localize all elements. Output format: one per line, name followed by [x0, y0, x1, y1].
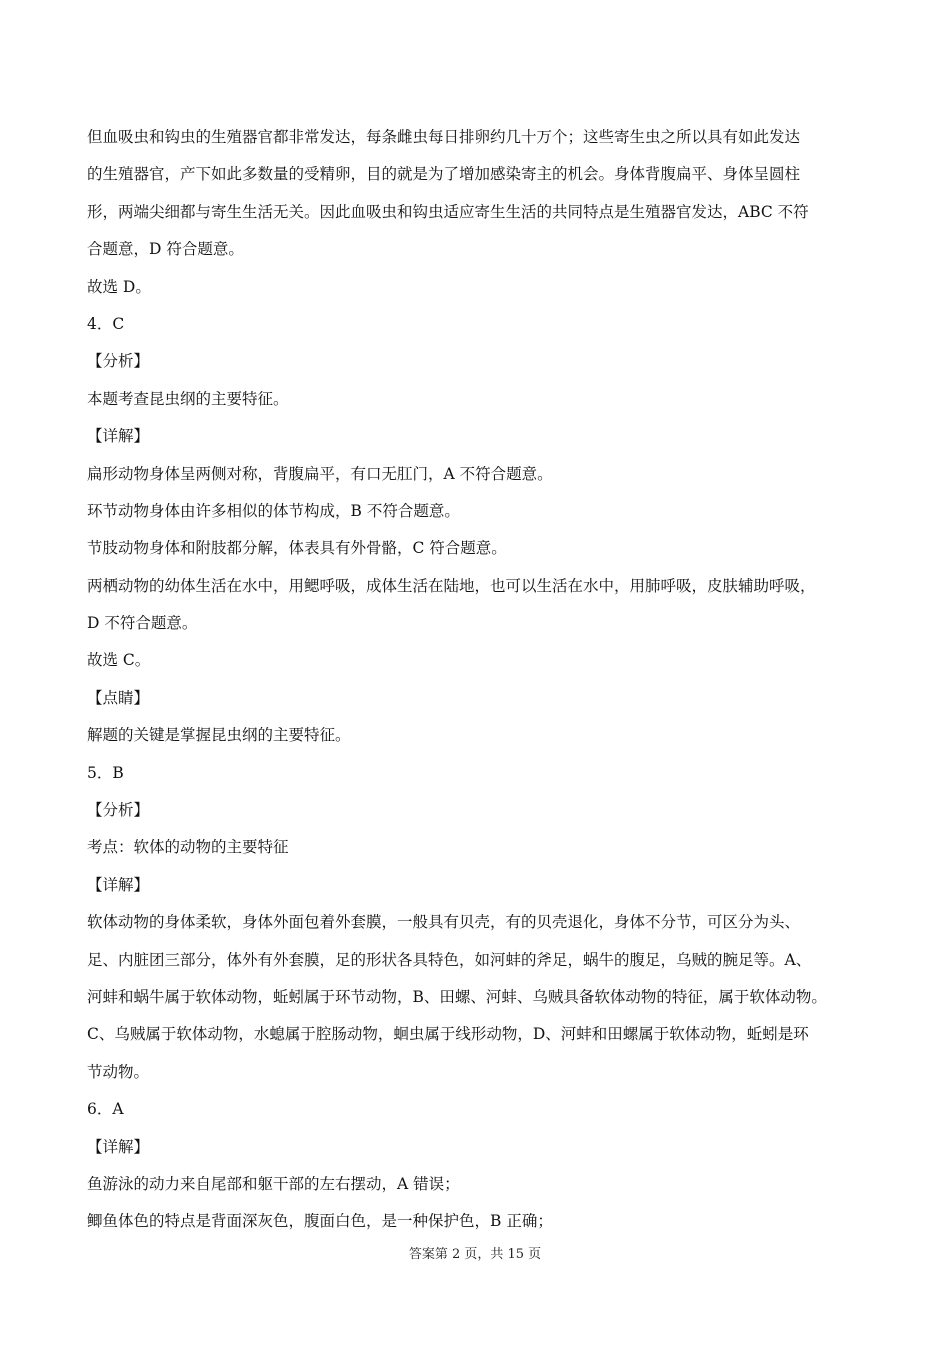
- text-line: 的生殖器官，产下如此多数量的受精卵，目的就是为了增加感染寄主的机会。身体背腹扁平、身体呈圆柱: [87, 165, 801, 184]
- section-heading: 【详解】: [87, 427, 150, 446]
- text-line: 考点：软体的动物的主要特征: [87, 838, 289, 857]
- question-number: 6．A: [87, 1100, 124, 1119]
- section-heading: 【详解】: [87, 1137, 150, 1156]
- section-heading: 【点睛】: [87, 688, 150, 707]
- text-line: 软体动物的身体柔软，身体外面包着外套膜，一般具有贝壳，有的贝壳退化，身体不分节，可区分为头、: [87, 913, 801, 932]
- text-line: 但血吸虫和钩虫的生殖器官都非常发达，每条雌虫每日排卵约几十万个；这些寄生虫之所以具有如此发达: [87, 128, 801, 146]
- text-line: 节动物。: [87, 1062, 150, 1081]
- text-line: 本题考查昆虫纲的主要特征。: [87, 389, 289, 408]
- text-line: 节肢动物身体和附肢都分解，体表具有外骨骼，C 符合题意。: [87, 539, 507, 558]
- text-line: 故选 D。: [87, 277, 151, 296]
- text-line: 形，两端尖细都与寄生生活无关。因此血吸虫和钩虫适应寄生生活的共同特点是生殖器官发达，ABC 不符: [87, 202, 809, 221]
- text-line: 河蚌和蜗牛属于软体动物，蚯蚓属于环节动物，B、田螺、河蚌、乌贼具备软体动物的特征，属于软体动物。: [87, 987, 827, 1006]
- text-line: 两栖动物的幼体生活在水中，用鳃呼吸，成体生活在陆地，也可以生活在水中，用肺呼吸，皮肤辅助呼吸，: [87, 576, 816, 595]
- text-line: 环节动物身体由许多相似的体节构成，B 不符合题意。: [87, 501, 460, 520]
- text-line: 足、内脏团三部分，体外有外套膜，足的形状各具特色，如河蚌的斧足，蜗牛的腹足，乌贼的腕足等。A、: [87, 950, 812, 969]
- question-number: 5．B: [87, 763, 124, 782]
- section-heading: 【分析】: [87, 801, 150, 820]
- text-line: 解题的关键是掌握昆虫纲的主要特征。: [87, 726, 351, 745]
- text-line: 故选 C。: [87, 651, 151, 670]
- section-heading: 【详解】: [87, 875, 150, 894]
- text-line: 扁形动物身体呈两侧对称，背腹扁平，有口无肛门，A 不符合题意。: [87, 464, 553, 483]
- text-line: C、乌贼属于软体动物，水螅属于腔肠动物，蛔虫属于线形动物，D、河蚌和田螺属于软体动物，蚯蚓是环: [87, 1025, 809, 1044]
- answer-text-body: [87, 119, 872, 1241]
- text-line: 合题意，D 符合题意。: [87, 240, 244, 259]
- page-footer: 答案第 2 页，共 15 页: [408, 1247, 542, 1262]
- text-line: 鱼游泳的动力来自尾部和躯干部的左右摆动，A 错误；: [87, 1174, 460, 1193]
- text-line: 鲫鱼体色的特点是背面深灰色，腹面白色，是一种保护色，B 正确；: [87, 1212, 553, 1231]
- section-heading: 【分析】: [87, 352, 150, 371]
- question-number: 4．C: [87, 314, 125, 333]
- text-line: D 不符合题意。: [87, 614, 198, 633]
